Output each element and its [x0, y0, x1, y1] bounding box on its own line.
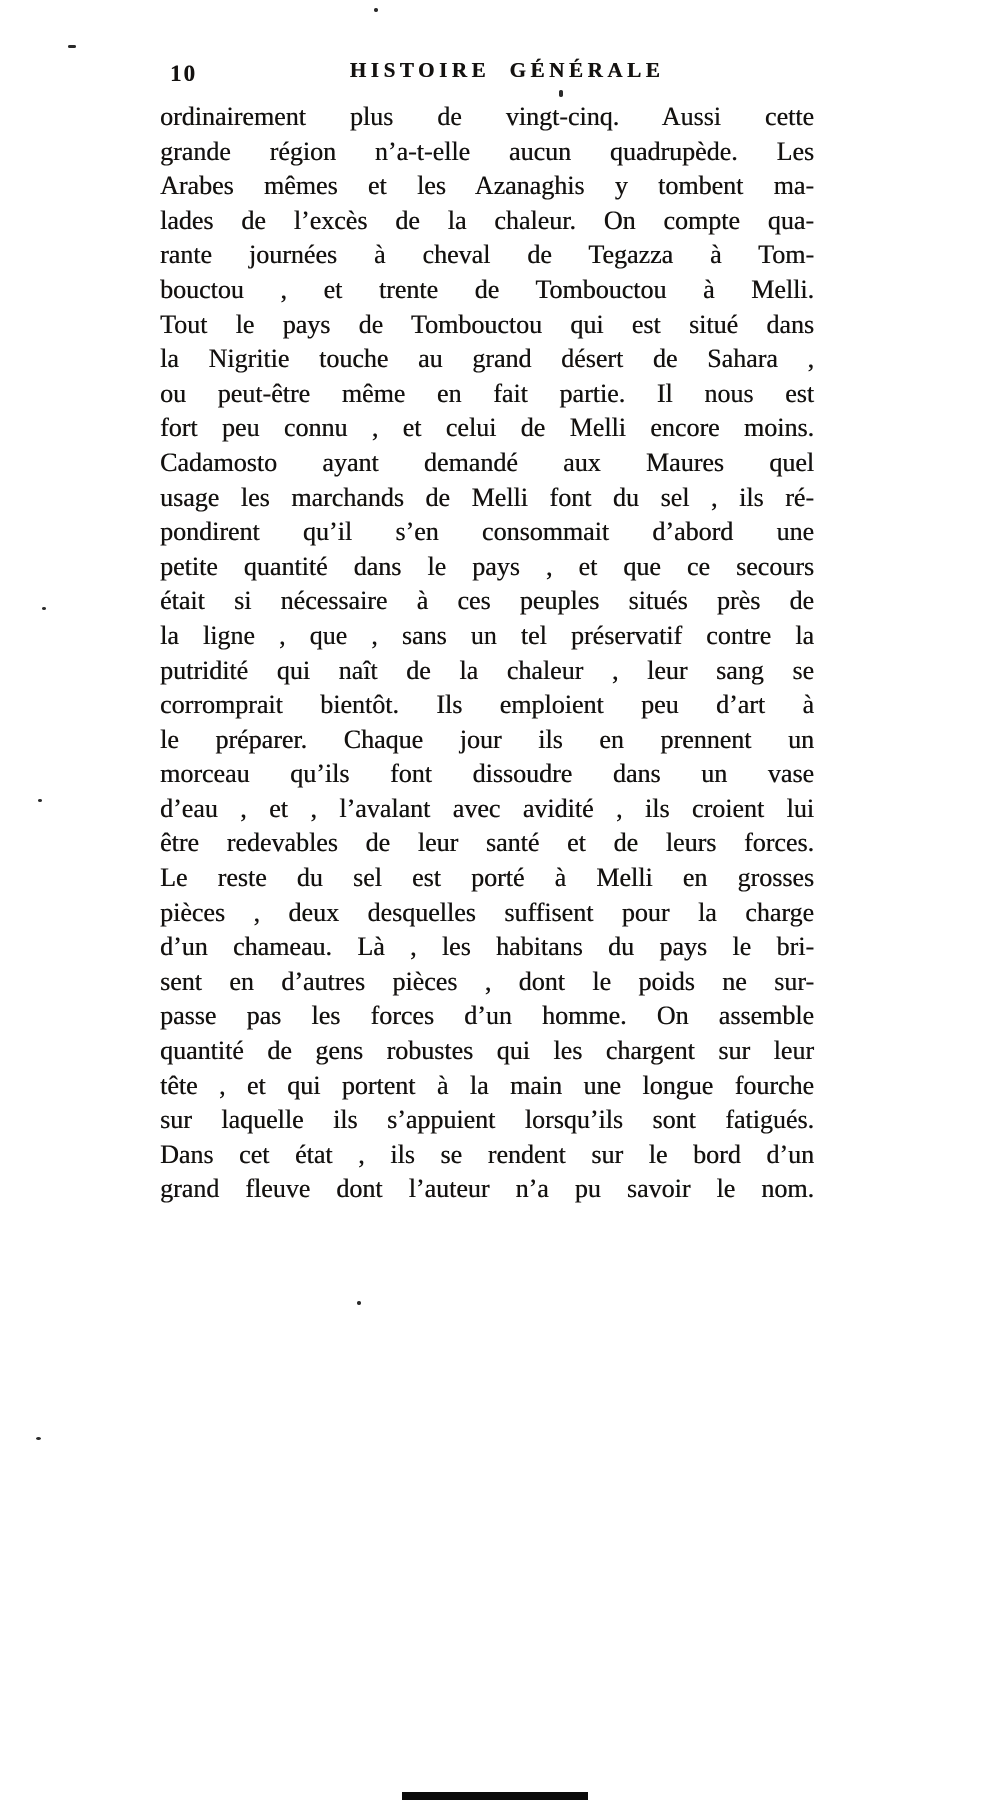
text-line: d’eau , et , l’avalant avec avidité , ils croient lui — [160, 793, 814, 823]
text-line: la Nigritie touche au grand désert de Sahara , — [160, 344, 814, 374]
text-line: Cadamosto ayant demandé aux Maures quel — [160, 447, 814, 477]
text-line: corromprait bientôt. Ils emploient peu d’art à — [160, 690, 814, 720]
page-number: 10 — [170, 61, 197, 86]
text-line: quantité de gens robustes qui les chargent sur leur — [160, 1036, 814, 1066]
text-line: d’un chameau. Là , les habitans du pays le bri- — [160, 932, 814, 962]
text-line: putridité qui naît de la chaleur , leur sang se — [160, 655, 814, 685]
text-line: pondirent qu’il s’en consommait d’abord une — [160, 517, 814, 547]
text-line: Arabes mêmes et les Azanaghis y tombent ma- — [160, 171, 814, 201]
text-line: ordinairement plus de vingt-cinq. Aussi cette — [160, 102, 814, 131]
text-line: la ligne , que , sans un tel préservatif contre la — [160, 620, 814, 650]
text-line: rante journées à cheval de Tegazza à Tom- — [160, 240, 814, 270]
scan-speck — [357, 1301, 361, 1305]
text-line: petite quantité dans le pays , et que ce secours — [160, 551, 814, 581]
scan-speck — [68, 45, 76, 48]
text-line: pièces , deux desquelles suffisent pour la charge — [160, 897, 814, 927]
text-line: ou peut-être même en fait partie. Il nous est — [160, 378, 814, 408]
scan-speck — [42, 607, 46, 610]
text-line: être redevables de leur santé et de leurs forces. — [160, 828, 814, 858]
scan-artifact-bar — [402, 1792, 588, 1800]
text-line: était si nécessaire à ces peuples situés près de — [160, 586, 814, 616]
text-line: lades de l’excès de la chaleur. On compte qua- — [160, 205, 814, 235]
scan-speck — [559, 90, 563, 97]
text-line: sent en d’autres pièces , dont le poids ne sur- — [160, 966, 814, 996]
running-title: HISTOIRE GÉNÉRALE — [349, 58, 665, 82]
text-line: tête , et qui portent à la main une longue fourche — [160, 1070, 814, 1100]
text-line: morceau qu’ils font dissoudre dans un vase — [160, 759, 814, 789]
text-line: sur laquelle ils s’appuient lorsqu’ils sont fatigués. — [160, 1105, 814, 1135]
text-line: le préparer. Chaque jour ils en prennent un — [160, 724, 814, 754]
text-line: Tout le pays de Tombouctou qui est situé dans — [160, 309, 814, 339]
body-text — [160, 100, 814, 1207]
scan-speck — [374, 8, 378, 12]
text-line: passe pas les forces d’un homme. On assemble — [160, 1001, 814, 1031]
scan-speck — [38, 799, 42, 802]
text-line: fort peu connu , et celui de Melli encore moins. — [160, 413, 814, 443]
text-line: Le reste du sel est porté à Melli en grosses — [160, 863, 814, 893]
page-header — [160, 58, 814, 90]
text-line: usage les marchands de Melli font du sel , ils ré- — [160, 482, 814, 512]
text-line: Dans cet état , ils se rendent sur le bord d’un — [160, 1139, 814, 1169]
text-line: bouctou , et trente de Tombouctou à Melli. — [160, 274, 814, 304]
text-line: grand fleuve dont l’auteur n’a pu savoir le nom. — [160, 1174, 814, 1204]
text-line: grande région n’a-t-elle aucun quadrupède. Les — [160, 136, 814, 166]
scan-speck — [36, 1437, 41, 1440]
